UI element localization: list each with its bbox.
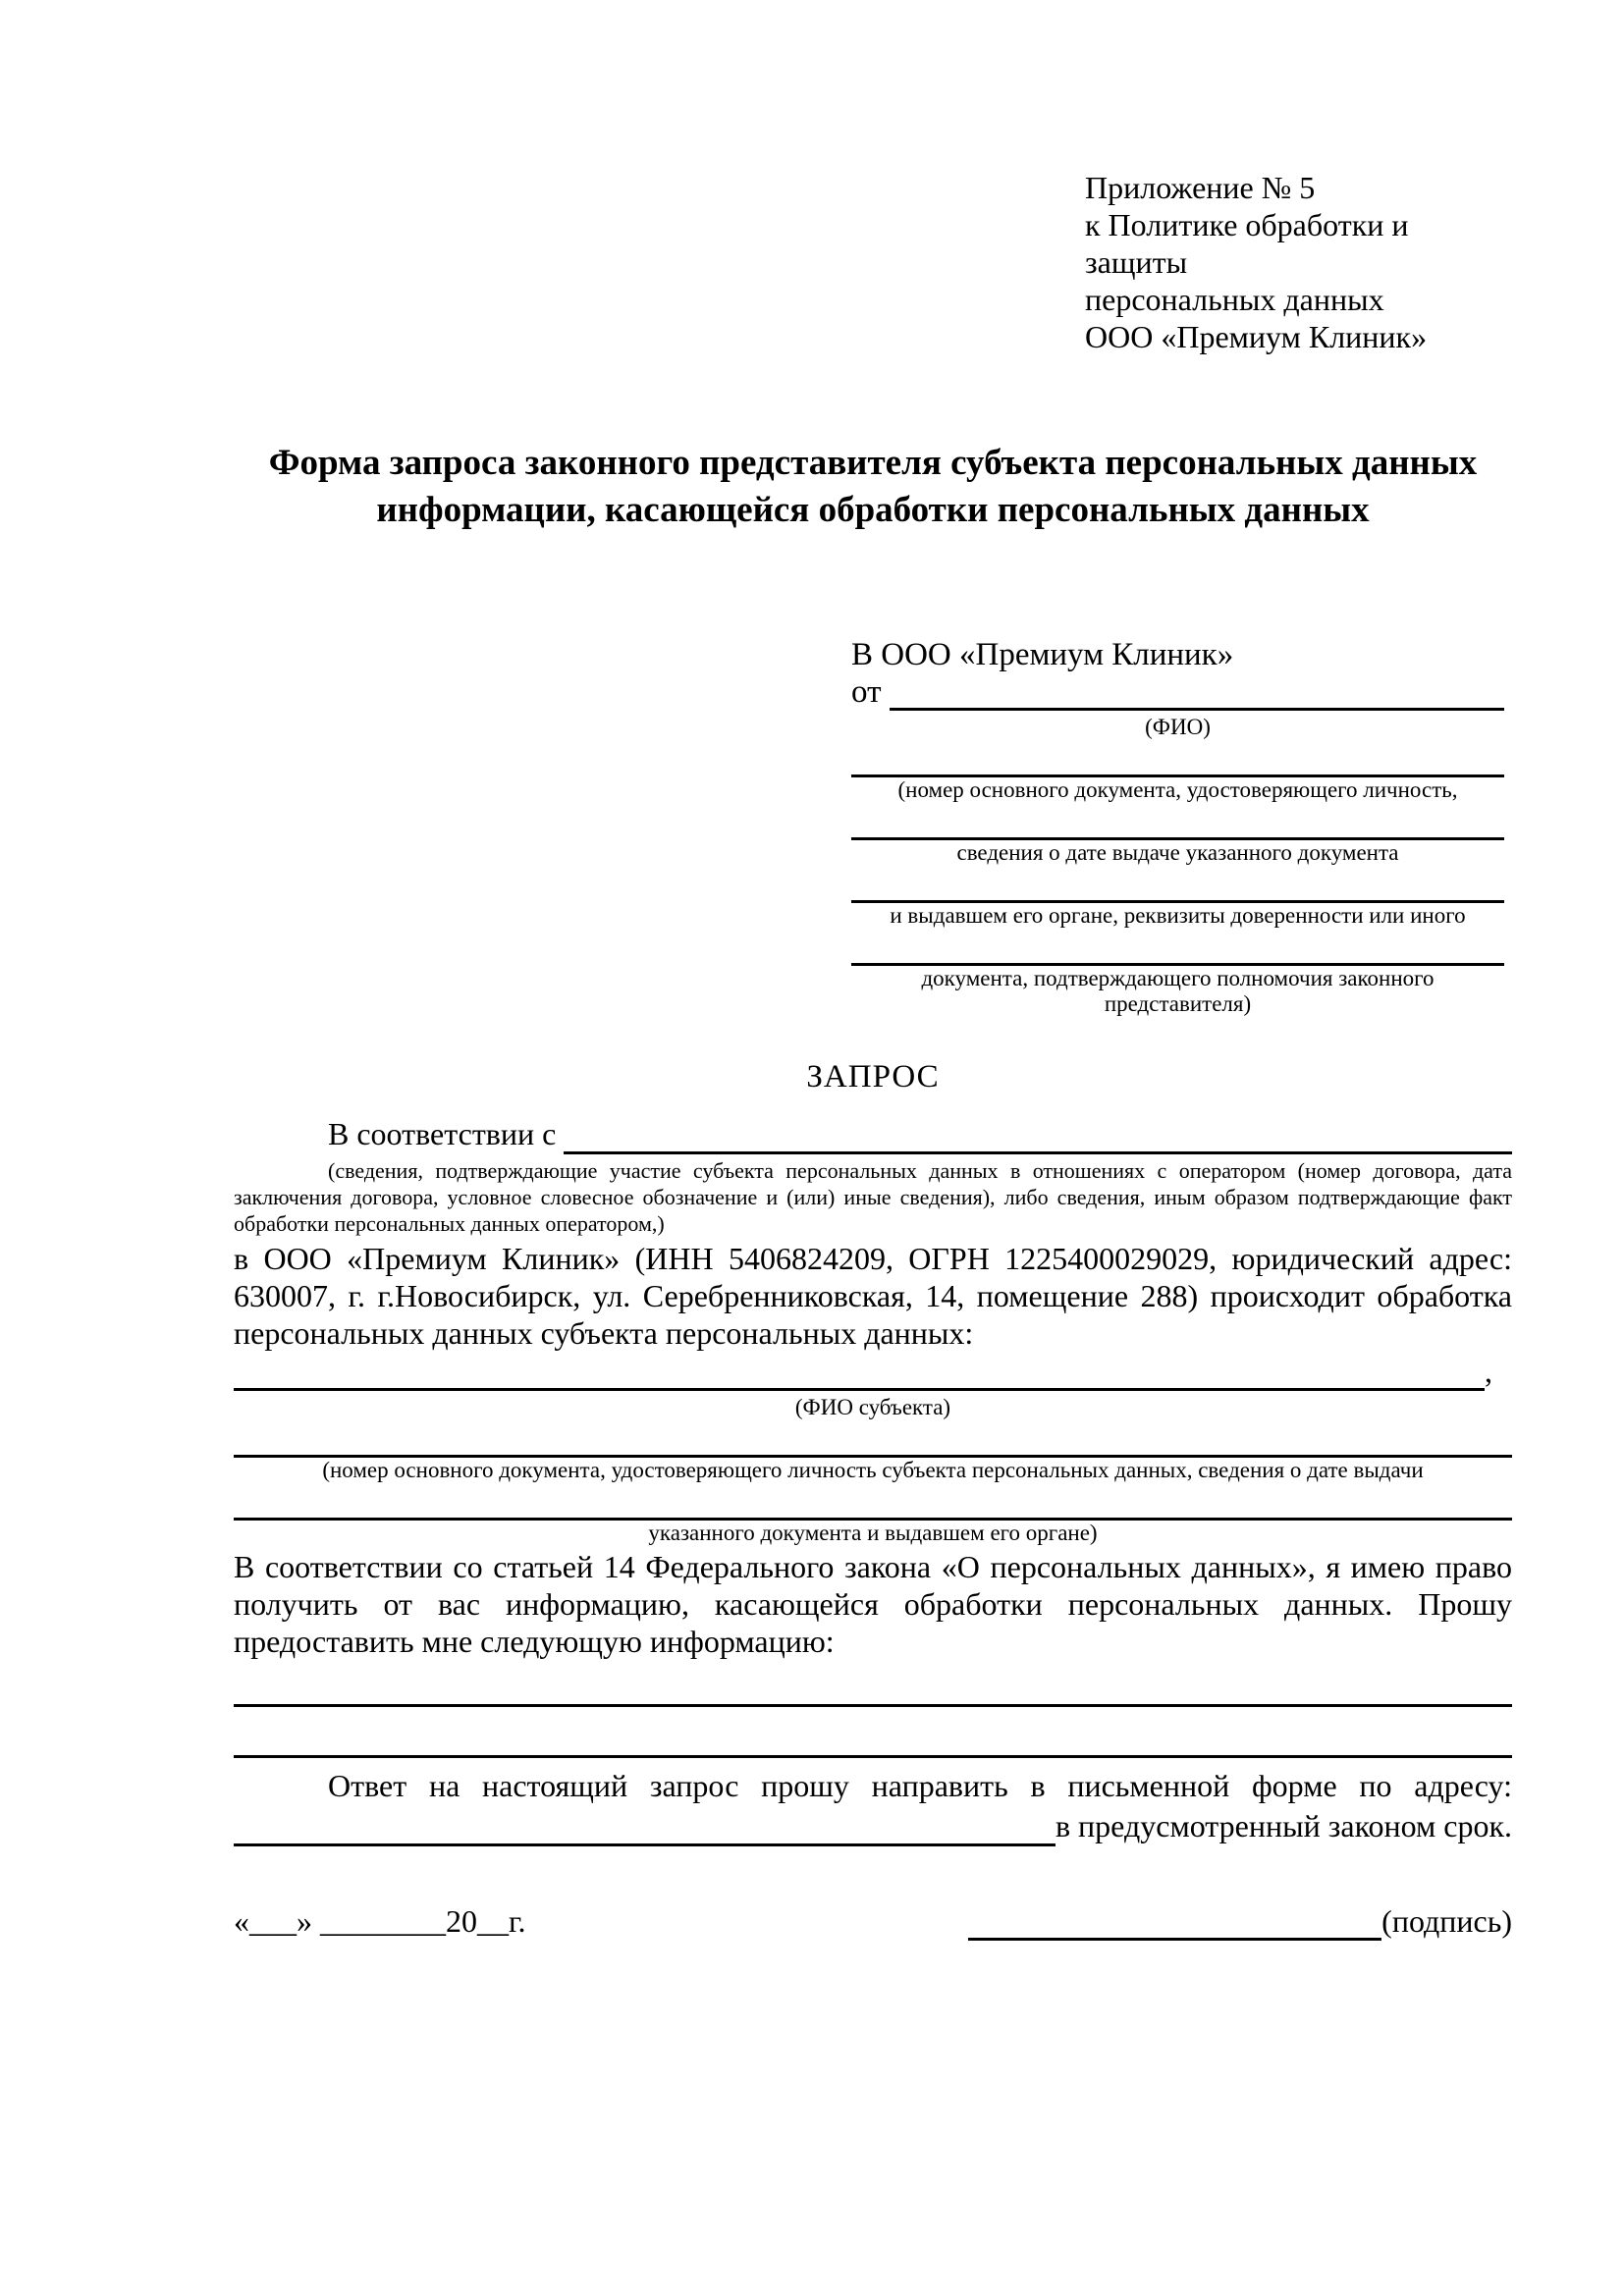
annex-note-line-4: ООО «Премиум Клиник» [1085,319,1428,354]
identity-doc-caption-4: документа, подтверждающего полномочия законного представителя) [921,966,1435,1016]
addressee-organization: В ООО «Премиум Клиник» [851,637,1234,672]
subject-doc-group-2 [234,1483,1512,1546]
fio-blank-line [890,677,1505,711]
addressee-from-row [851,673,1504,711]
subject-fio-blank-line [234,1356,1485,1391]
identity-doc-blank-line-2 [851,803,1504,840]
signature-caption: (подпись) [1381,1903,1512,1939]
identity-doc-caption-3: и выдавшем его органе, реквизиты доверенности или иного [890,903,1466,928]
signature-area [968,1901,1512,1941]
signature-row [234,1901,1512,1941]
document-title [234,440,1512,534]
identity-doc-caption-1: (номер основного документа, удостоверяющего личность, [897,777,1458,802]
basis-blank-line [564,1117,1512,1154]
request-heading: ЗАПРОС [806,1059,940,1095]
requested-info-blank-line-1 [234,1660,1512,1707]
identity-doc-group-2 [851,803,1504,866]
reply-address-row [234,1805,1512,1846]
requested-info-blank-line-2 [234,1707,1512,1758]
law-paragraph: В соответствии со статьей 14 Федерального закона «О персональных данных», я имею право получить от вас информацию, касающейся обработки персональных данных. Прошу предоставить мне следующую информацию: [234,1549,1512,1659]
document-title-line-2: информации, касающейся обработки персональных данных [376,490,1370,530]
subject-fio-caption: (ФИО субъекта) [794,1395,951,1419]
annex-note-line-3: персональных данных [1085,282,1384,317]
basis-caption: (сведения, подтверждающие участие субъекта персональных данных в отношениях с оператором (номер договора, дата заключения договора, условное словесное обозначение и (или) иные сведения), либо сведения, иным образом подтверждающие факт обработки персональных данных оператором,) [234,1158,1512,1236]
reply-tail: в предусмотренный законом срок. [1055,1808,1512,1843]
reply-sentence: Ответ на настоящий запрос прошу направить в письменной форме по адресу: [328,1768,1512,1803]
date-blank: «___» ________20__г. [234,1903,526,1939]
addressee-block [851,636,1504,1017]
annex-note-line-2: к Политике обработки и защиты [1085,207,1409,280]
subject-doc-blank-line-1 [234,1420,1512,1458]
identity-doc-blank-line-1 [851,740,1504,777]
subject-doc-caption-2: указанного документа и выдавшем его органе) [648,1521,1098,1545]
identity-doc-caption-2: сведения о дате выдаче указанного документа [956,840,1399,865]
document-title-line-1: Форма запроса законного представителя субъекта персональных данных [268,443,1478,483]
subject-doc-caption-1: (номер основного документа, удостоверяющего личность субъекта персональных данных, сведения о дате выдачи [322,1458,1424,1482]
basis-label: В соответствии с [328,1116,557,1151]
identity-doc-group-4 [851,929,1504,1017]
identity-doc-group-3 [851,866,1504,929]
fio-caption: (ФИО) [1145,715,1211,739]
basis-row [234,1113,1512,1154]
reply-address-blank-line [234,1809,1056,1846]
identity-doc-blank-line-4 [851,929,1504,966]
subject-doc-group-1 [234,1420,1512,1483]
subject-doc-blank-line-2 [234,1483,1512,1521]
identity-doc-blank-line-3 [851,866,1504,903]
from-label: от [851,674,882,710]
operator-paragraph: в ООО «Премиум Клиник» (ИНН 5406824209, ОГРН 1225400029029, юридический адрес: 630007, г. г.Новосибирск, ул. Серебренниковская, 14, помещение 288) происходит обработка персональных данных субъекта персональных данных: [234,1241,1512,1351]
trailing-comma: , [1485,1354,1492,1389]
signature-blank-line [968,1905,1381,1941]
identity-doc-group-1 [851,740,1504,803]
annex-note-line-1: Приложение № 5 [1085,170,1316,205]
subject-fio-row [234,1352,1492,1391]
annex-note [1085,169,1512,355]
